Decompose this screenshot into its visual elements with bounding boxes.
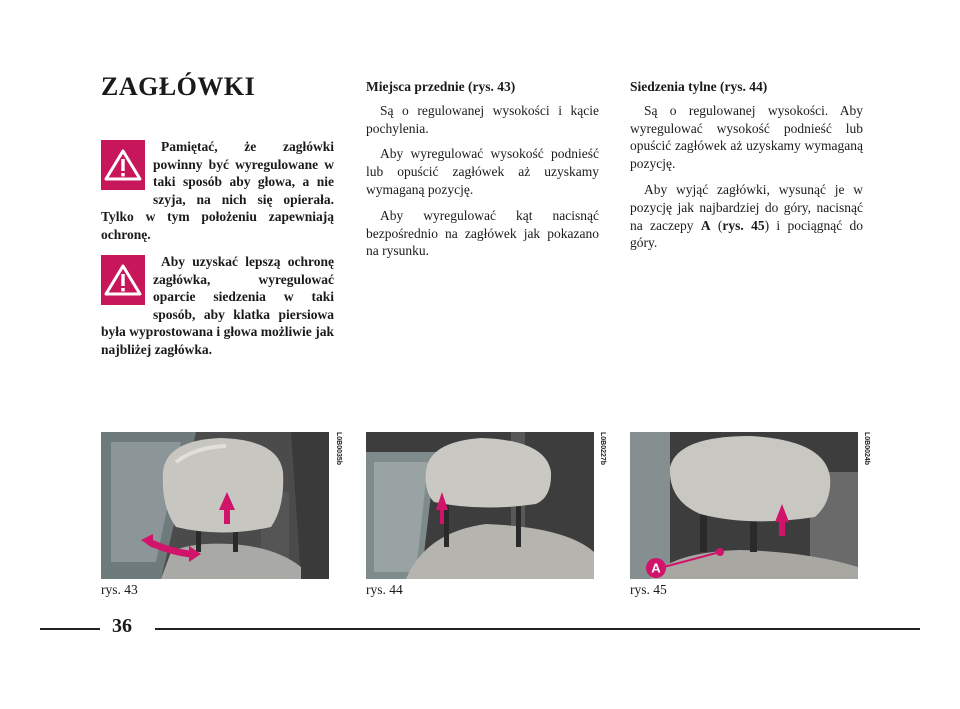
warning-box-seat-backrest — [101, 253, 334, 359]
section-front-seats — [366, 78, 599, 268]
figure-front-headrest-photo — [101, 432, 329, 579]
warning-triangle-icon — [101, 140, 145, 190]
figure-caption: rys. 45 — [630, 582, 667, 597]
warning-box-headrest-position — [101, 138, 334, 244]
footer-rule-left — [40, 628, 100, 630]
section-heading: Miejsca przednie (rys. 43) — [366, 79, 516, 94]
figure-headrest-removal-photo — [630, 432, 858, 579]
callout-label: A — [651, 560, 661, 576]
warning-text: Aby uzyskać lepszą ochronę zagłówka, wyregulować oparcie siedzenia w taki sposób, aby klatka piersiowa była wyprostowana i głowa możliwie jak najbliżej zagłówka. — [101, 254, 334, 357]
paragraph: Aby wyregulować wysokość podnieść lub opuścić zagłówek aż uzyskamy wymaganą pozycję. — [366, 146, 599, 197]
warning-text: Pamiętać, że zagłówki powinny być wyregulowane w taki sposób aby głowa, a nie szyja, na nich się opierała. Tylko w tym położeniu zapewniają ochronę. — [101, 139, 334, 242]
paragraph: Są o regulowanej wysokości i kącie pochylenia. — [366, 102, 599, 136]
figure-rear-headrest-photo — [366, 432, 594, 579]
paragraph: Aby wyregulować kąt nacisnąć bezpośrednio na zagłówek jak pokazano na rysunku. — [366, 207, 599, 259]
footer-rule-right — [155, 628, 920, 630]
section-rear-seats — [630, 78, 863, 260]
figure-code: L0B0227b — [599, 432, 606, 466]
page-number: 36 — [112, 615, 132, 637]
figure-code: L0B0035b — [335, 432, 342, 466]
figure-code: L0B0024b — [863, 432, 870, 466]
paragraph: Aby wyjąć zagłówki, wysunąć je w pozycję jak najbardziej do góry, nacisnąć na zaczepy A (rys. 45) i pociągnąć do góry. — [630, 181, 864, 251]
paragraph: Są o regulowanej wysokości. Aby wyregulować wysokość podnieść lub opuścić zagłówek aż uzyskamy wymaganą pozycję. — [630, 102, 863, 172]
warning-triangle-icon — [101, 255, 145, 305]
page-title: ZAGŁÓWKI — [101, 72, 256, 101]
section-heading: Siedzenia tylne (rys. 44) — [630, 79, 768, 94]
figure-caption: rys. 44 — [366, 582, 403, 597]
figure-caption: rys. 43 — [101, 582, 138, 597]
